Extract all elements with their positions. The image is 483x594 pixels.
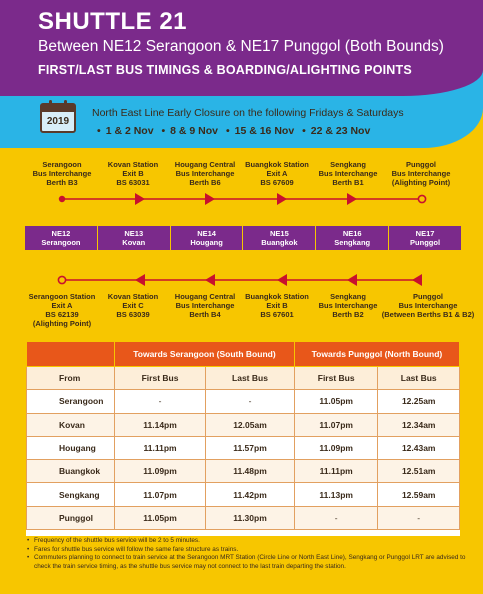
- table-row: Kovan 11.14pm 12.05am 11.07pm 12.34am: [27, 413, 460, 436]
- stop-label-top: Sengkang Bus Interchange Berth B1: [318, 160, 378, 187]
- stop-label-top: Serangoon Bus Interchange Berth B3: [32, 160, 92, 187]
- table-row: Punggol 11.05pm 11.30pm - -: [27, 506, 460, 529]
- page-title: SHUTTLE 21: [38, 8, 188, 35]
- col-first-bus: First Bus: [294, 367, 378, 390]
- footnotes: [27, 537, 467, 571]
- closure-date: 22 & 23 Nov: [310, 125, 371, 137]
- stop-label-top: Punggol Bus Interchange (Alighting Point): [391, 160, 451, 187]
- timings-table: [26, 341, 460, 536]
- stop-label-bottom: Serangoon Station Exit A BS 62139 (Alighting Point): [28, 292, 96, 328]
- closure-date: 15 & 16 Nov: [234, 125, 295, 137]
- table-row: Serangoon - - 11.05pm 12.25am: [27, 390, 460, 413]
- stop-label-bottom: Buangkok Station Exit B BS 67601: [245, 292, 309, 319]
- stop-label-top: Hougang Central Bus Interchange Berth B6: [174, 160, 236, 187]
- footnote: • Fares for shuttle bus service will follow the same fare structure as trains.: [27, 546, 467, 555]
- station-serangoon: NE12 Serangoon: [25, 226, 98, 250]
- table-column-headers: [27, 367, 460, 390]
- table-row: Hougang 11.11pm 11.57pm 11.09pm 12.43am: [27, 436, 460, 459]
- col-last-bus: Last Bus: [378, 367, 460, 390]
- north-bound-header: Towards Punggol (North Bound): [294, 342, 459, 367]
- stop-label-bottom: Kovan Station Exit C BS 63039: [107, 292, 159, 319]
- station-bar: [25, 226, 461, 250]
- table-row: Buangkok 11.09pm 11.48pm 11.11pm 12.51am: [27, 460, 460, 483]
- col-from: From: [27, 367, 115, 390]
- stop-label-bottom: Sengkang Bus Interchange Berth B2: [318, 292, 378, 319]
- stop-label-top: Kovan Station Exit B BS 63031: [107, 160, 159, 187]
- footnote: • Frequency of the shuttle bus service will be 2 to 5 minutes.: [27, 537, 467, 546]
- col-first-bus: First Bus: [115, 367, 206, 390]
- closure-date: 8 & 9 Nov: [170, 125, 219, 137]
- col-last-bus: Last Bus: [206, 367, 295, 390]
- stop-label-bottom: Hougang Central Bus Interchange Berth B4: [174, 292, 236, 319]
- station-hougang: NE14 Hougang: [171, 226, 244, 250]
- footnote: • Commuters planning to connect to train service at the Serangoon MRT Station (Circle Line or North East Line), Sengkang or Punggol LRT are advised to check the train service timing, as the shuttle bus service may not connect to the last train departing the station.: [27, 554, 467, 571]
- stop-label-bottom: Punggol Bus Interchange (Between Berths B1 & B2): [381, 292, 475, 319]
- page-subtitle: Between NE12 Serangoon & NE17 Punggol (Both Bounds): [38, 38, 444, 55]
- table-corner: [27, 342, 115, 367]
- calendar-year: 2019: [46, 116, 70, 127]
- closure-notice: North East Line Early Closure on the following Fridays & Saturdays: [92, 107, 404, 119]
- closure-dates: • 1 & 2 Nov • 8 & 9 Nov • 15 & 16 Nov • 22 & 23 Nov: [97, 125, 371, 137]
- station-punggol: NE17 Punggol: [410, 229, 441, 247]
- page-subheading: FIRST/LAST BUS TIMINGS & BOARDING/ALIGHTING POINTS: [38, 63, 412, 77]
- table-row: Sengkang 11.07pm 11.42pm 11.13pm 12.59am: [27, 483, 460, 506]
- south-bound-header: Towards Serangoon (South Bound): [115, 342, 295, 367]
- closure-date: 1 & 2 Nov: [105, 125, 154, 137]
- stop-label-top: Buangkok Station Exit A BS 67609: [245, 160, 309, 187]
- station-kovan: NE13 Kovan: [98, 226, 171, 250]
- station-buangkok: NE15 Buangkok: [243, 226, 316, 250]
- station-sengkang: NE16 Sengkang: [316, 226, 389, 250]
